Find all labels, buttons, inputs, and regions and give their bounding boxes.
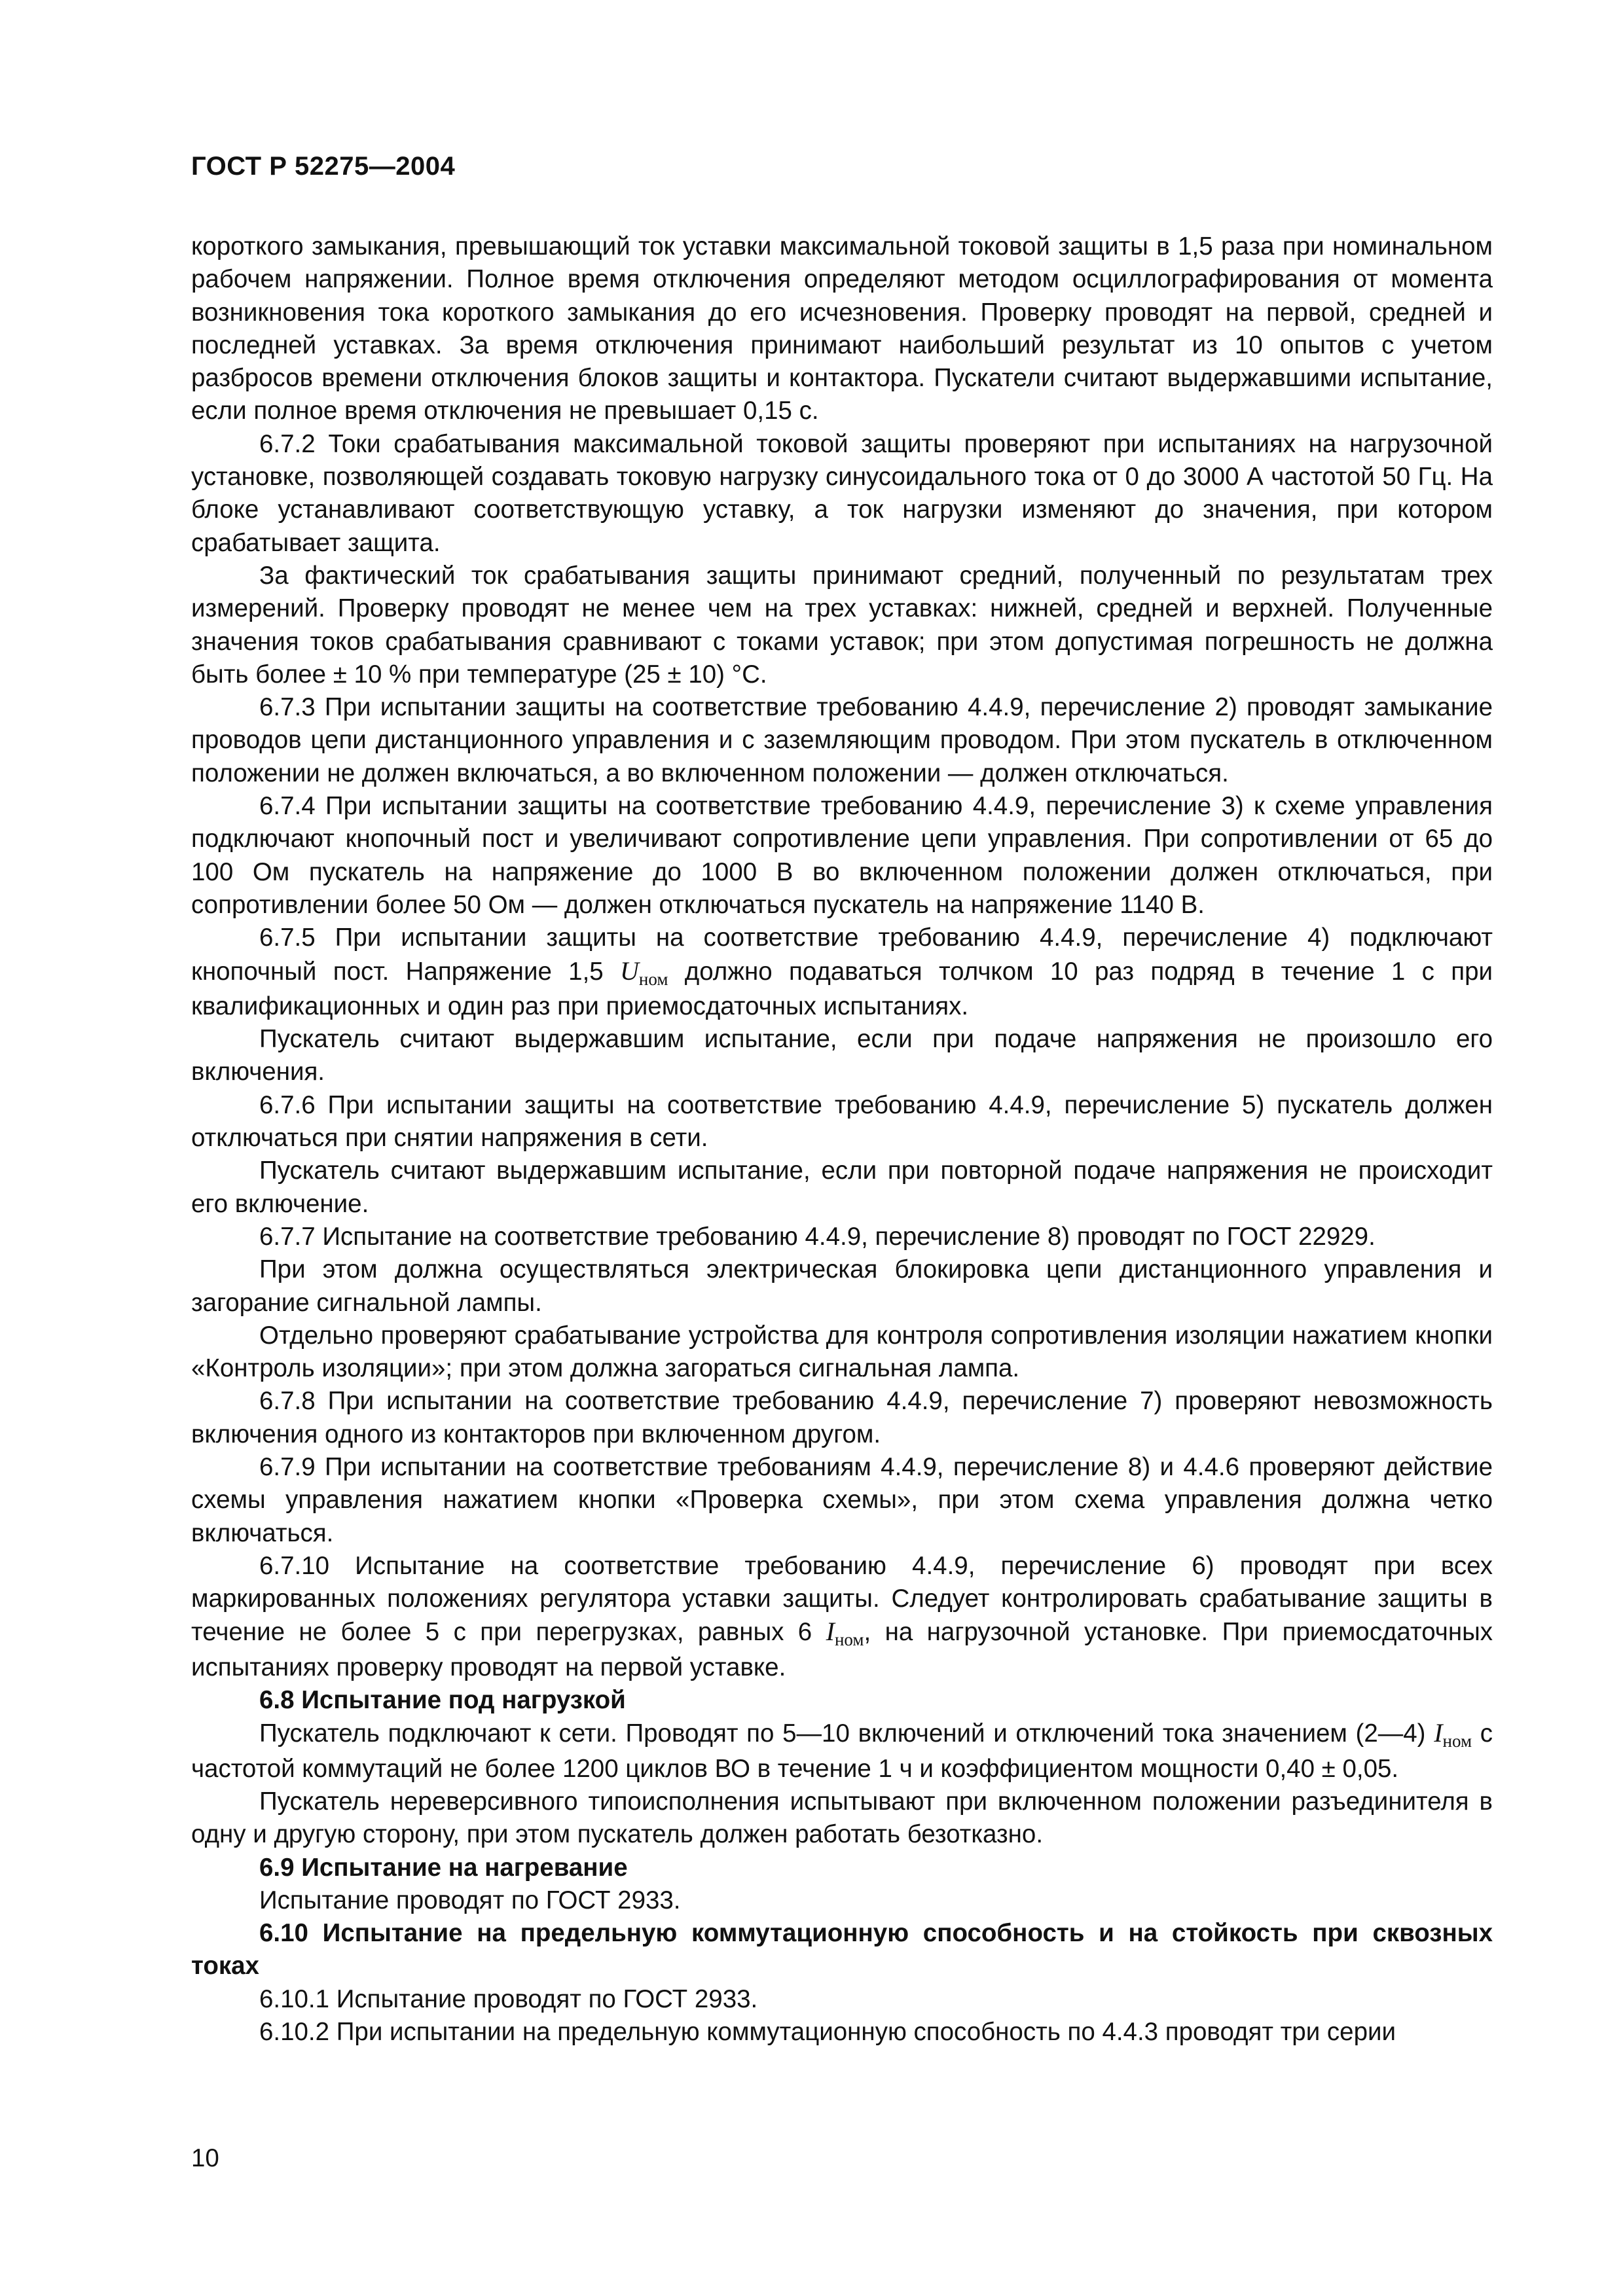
document-body [191, 230, 1493, 2049]
paragraph-trip-current: За фактический ток срабатывания защиты принимают средний, полученный по результатам трех измерений. Проверку проводят не менее чем на трех уставках: нижней, средней и верхней. Полученные значения токов срабатывания сравнивают с токами уставок; при этом допустимая погрешность не должна быть более ± 10 % при температуре (25 ± 10) °С. [191, 561, 1493, 689]
paragraph-6-7-5 [191, 922, 1493, 1023]
paragraph-6-7-2: 6.7.2 Токи срабатывания максимальной токовой защиты проверяют при испытаниях на нагрузочной установке, позволяющей создавать токовую нагрузку синусоидального тока от 0 до 3000 А частотой 50 Гц. На блоке устанавливают соответствующую уставку, а ток нагрузки изменяют до значения, при котором срабатывает защита. [191, 429, 1493, 557]
text-segment: 6.7.10 Испытание на соответствие требованию 4.4.9, перечисление 6) проводят при всех маркированных положениях регулятора уставки защиты. Следует контролировать срабатывание защиты в течение не более 5 с при перегрузках, равных 6 [191, 1551, 1493, 1647]
current-symbol: I [826, 1617, 835, 1647]
paragraph-load-test [191, 1717, 1493, 1785]
paragraph-6-7-4: 6.7.4 При испытании защиты на соответствие требованию 4.4.9, перечисление 3) к схеме управления подключают кнопочный пост и увеличивают сопротивление цепи управления. При сопротивлении от 65 до 100 Ом пускатель на напряжение до 1000 В во включенном положении должен отключаться, при сопротивлении более 50 Ом — должен отключаться пускатель на напряжение 1140 В. [191, 792, 1493, 919]
paragraph-6-7-3: 6.7.3 При испытании защиты на соответствие требованию 4.4.9, перечисление 2) проводят замыкание проводов цепи дистанционного управления и с заземляющим проводом. При этом пускатель в отключенном положении не должен включаться, а во включенном положении — должен отключаться. [191, 693, 1493, 787]
paragraph-6-10-1: 6.10.1 Испытание проводят по ГОСТ 2933. [259, 1984, 758, 2013]
section-heading-6-10: 6.10 Испытание на предельную коммутационную способность и на стойкость при сквозных токах [191, 1919, 1493, 1981]
symbol-subscript: ном [638, 969, 668, 989]
paragraph-interlock: При этом должна осуществляться электрическая блокировка цепи дистанционного управления и загорание сигнальной лампы. [191, 1255, 1493, 1317]
paragraph-insulation-check: Отдельно проверяют срабатывание устройства для контроля сопротивления изоляции нажатием кнопки «Контроль изоляции»; при этом должна загораться сигнальная лампа. [191, 1321, 1493, 1383]
page-number: 10 [191, 2144, 219, 2172]
paragraph-heating-test: Испытание проводят по ГОСТ 2933. [259, 1886, 681, 1914]
section-heading-6-9: 6.9 Испытание на нагревание [259, 1853, 628, 1882]
paragraph-nonreversing: Пускатель нереверсивного типоисполнения испытывают при включенном положении разъединителя в одну и другую сторону, при этом пускатель должен работать безотказно. [191, 1787, 1493, 1849]
paragraph-6-10-2: 6.10.2 При испытании на предельную коммутационную способность по 4.4.3 проводят три серии [259, 2018, 1396, 2047]
text-segment: должно подаваться толчком 10 раз подряд в течение 1 с при квалификационных и один раз при приемосдаточных испытаниях. [191, 957, 1493, 1020]
text-segment: , на нагрузочной установке. При приемосдаточных испытаниях проверку проводят на первой уставке. [191, 1618, 1493, 1681]
paragraph-continuation: короткого замыкания, превышающий ток уставки максимальной токовой защиты в 1,5 раза при номинальном рабочем напряжении. Полное время отключения определяют методом осциллографирования от момента возникновения тока короткого замыкания до его исчезновения. Проверку проводят на первой, средней и последней уставках. За время отключения принимают наибольший результат из 10 опытов с учетом разбросов времени отключения блоков защиты и контактора. Пускатели считают выдержавшими испытание, если полное время отключения не превышает 0,15 с. [191, 232, 1493, 425]
paragraph-6-7-7: 6.7.7 Испытание на соответствие требованию 4.4.9, перечисление 8) проводят по ГОСТ 22929. [259, 1222, 1376, 1251]
paragraph-starter-repeat: Пускатель считают выдержавшим испытание, если при повторной подаче напряжения не происходит его включение. [191, 1157, 1493, 1218]
symbol-subscript: ном [1442, 1731, 1472, 1751]
paragraph-6-7-9: 6.7.9 При испытании на соответствие требованиям 4.4.9, перечисление 8) и 4.4.6 проверяют действие схемы управления нажатием кнопки «Проверка схемы», при этом схема управления должна четко включаться. [191, 1452, 1493, 1547]
paragraph-6-7-10 [191, 1550, 1493, 1684]
paragraph-6-7-8: 6.7.8 При испытании на соответствие требованию 4.4.9, перечисление 7) проверяют невозможность включения одного из контакторов при включенном другом. [191, 1387, 1493, 1448]
voltage-symbol: U [620, 956, 639, 986]
current-symbol: I [1434, 1718, 1443, 1748]
text-segment: Пускатель подключают к сети. Проводят по 5—10 включений и отключений тока значением (2—4) [259, 1719, 1434, 1748]
text-segment: 6.7.5 При испытании защиты на соответствие требованию 4.4.9, перечисление 4) подключают кнопочный пост. Напряжение 1,5 [191, 924, 1493, 986]
standard-designation: ГОСТ Р 52275—2004 [191, 152, 456, 181]
symbol-subscript: ном [834, 1630, 864, 1650]
section-heading-6-8: 6.8 Испытание под нагрузкой [259, 1686, 626, 1715]
text-segment: с частотой коммутаций не более 1200 циклов ВО в течение 1 ч и коэффициентом мощности 0,40 ± 0,05. [191, 1719, 1493, 1783]
paragraph-starter-withstood: Пускатель считают выдержавшим испытание, если при подаче напряжения не произошло его включения. [191, 1025, 1493, 1086]
paragraph-6-7-6: 6.7.6 При испытании защиты на соответствие требованию 4.4.9, перечисление 5) пускатель должен отключаться при снятии напряжения в сети. [191, 1090, 1493, 1153]
